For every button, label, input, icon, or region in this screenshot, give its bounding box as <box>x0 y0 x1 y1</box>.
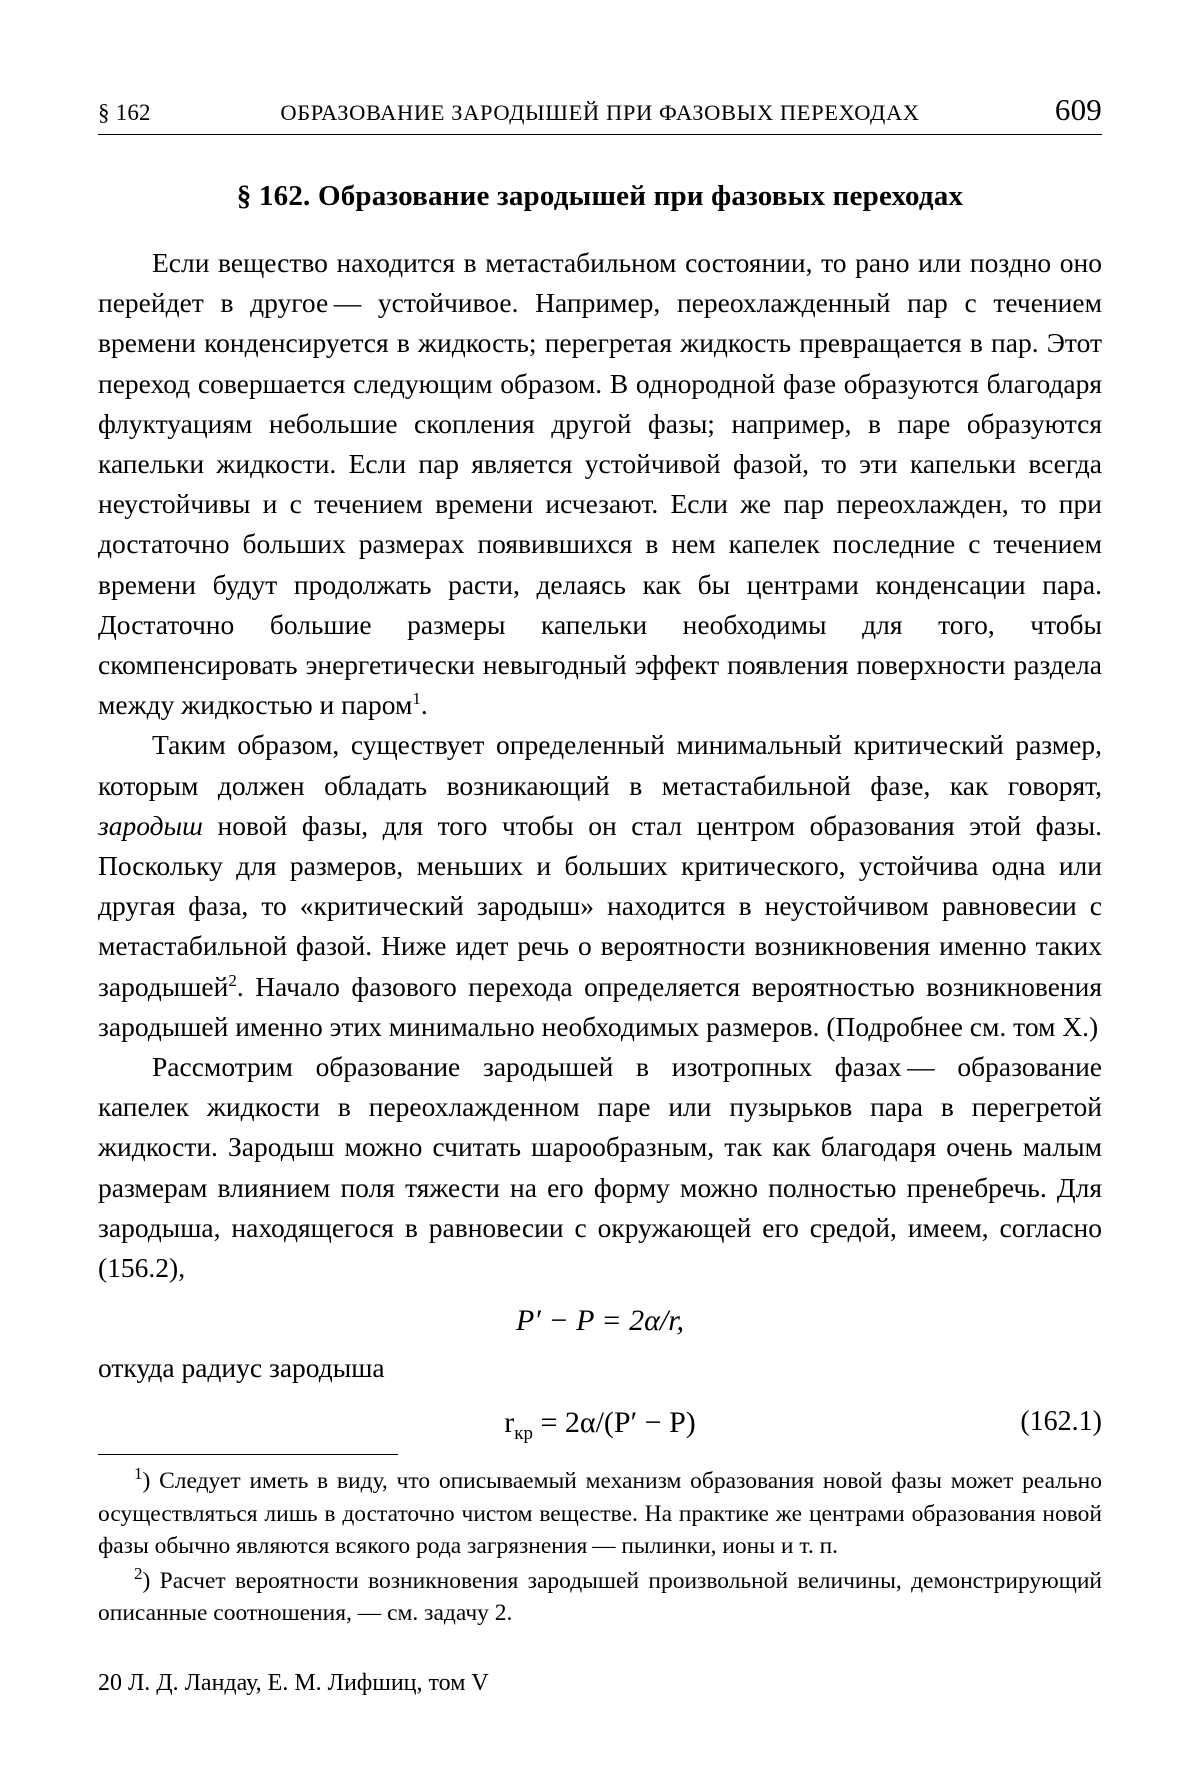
page-title: § 162. Образование зародышей при фазовых переходах <box>236 180 964 212</box>
footnote-2-marker: 2 <box>134 1564 143 1584</box>
footnote-ref-1[interactable]: 1 <box>412 689 421 709</box>
formula-pressure-difference <box>98 1304 1102 1338</box>
formula-critical-radius-symbol: r <box>504 1406 515 1440</box>
footnote-1-marker: 1 <box>134 1464 143 1484</box>
formula-pressure-difference-text: P′ − P = 2α/r, <box>515 1304 685 1338</box>
running-head <box>98 92 1102 128</box>
formula-critical-radius-rest: = 2α/(P′ − P) <box>532 1406 696 1440</box>
equation-number: (162.1) <box>1020 1406 1102 1438</box>
running-head-title: ОБРАЗОВАНИЕ ЗАРОДЫШЕЙ ПРИ ФАЗОВЫХ ПЕРЕХОДАХ <box>280 100 920 125</box>
paragraph-4: откуда радиус зародыша <box>98 1352 385 1384</box>
footnote-rule <box>98 1454 398 1455</box>
footnote-ref-2[interactable]: 2 <box>228 970 237 990</box>
paragraph-1 <box>98 243 1102 725</box>
colophon: 20 Л. Д. Ландау, Е. М. Лифшиц, том V <box>98 1669 489 1696</box>
header-rule <box>98 134 1102 135</box>
paragraph-2 <box>98 725 1102 1047</box>
paragraph-2-middle: новой фазы, для того чтобы он стал центром образования этой фазы. Поскольку для размеров, меньших и больших критического, устойчива одна или другая фаза, то «критический зародыш» находится в неустойчивом равновесии с метастабильной фазой. Ниже идет речь о вероятности возникновения именно таких зародышей <box>98 809 1102 1002</box>
formula-critical-radius <box>98 1406 1102 1445</box>
page-content <box>98 92 1102 1697</box>
page-number: 609 <box>1054 92 1102 127</box>
paragraph-1-text: Если вещество находится в метастабильном состоянии, то рано или поздно оно перейдет в другое — устойчивое. Например, переохлажденный пар с течением времени конденсируется в жидкость; перегретая жидкость превращается в пар. Этот переход совершается следующим образом. В однородной фазе образуются благодаря флуктуациям небольшие скопления другой фазы; например, в паре образуются капельки жидкости. Если пар является устойчивой фазой, то эти капельки всегда неустойчивы и с течением времени исчезают. Если же пар переохлажден, то при достаточно больших размерах появившихся в нем капелек последние с течением времени будут продолжать расти, делаясь как бы центрами конденсации пара. Достаточно большие размеры капельки необходимы для того, чтобы скомпенсировать энергетически невыгодный эффект появления поверхности раздела между жидкостью и паром <box>98 247 1102 721</box>
term-emphasis: зародыш <box>98 809 203 841</box>
running-head-section: § 162 <box>98 100 151 125</box>
paragraph-1-tail: . <box>420 689 428 721</box>
formula-critical-radius-subscript: кр <box>514 1423 533 1445</box>
footnote-1 <box>98 1465 1102 1563</box>
paragraph-2-tail: . Начало фазового перехода определяется вероятностью возникновения зародышей именно этих минимально необходимых размеров. (Подробнее см. том X.) <box>98 970 1102 1042</box>
paragraph-3: Рассмотрим образование зародышей в изотропных фазах — образование капелек жидкости в переохлажденном паре или пузырьков пара в перегретой жидкости. Зародыш можно считать шарообразным, так как благодаря очень малым размерам влиянием поля тяжести на его форму можно полностью пренебречь. Для зародыша, находящегося в равновесии с окружающей его средой, имеем, согласно (156.2), <box>98 1051 1102 1284</box>
footnote-2 <box>98 1565 1102 1630</box>
footnote-1-text: ) Следует иметь в виду, что описываемый механизм образования новой фазы может реально осуществляться лишь в достаточно чистом веществе. На практике же центрами образования новой фазы обычно являются всякого рода загрязнения — пылинки, ионы и т. п. <box>98 1468 1102 1560</box>
footnote-2-text: ) Расчет вероятности возникновения зародышей произвольной величины, демонстрирующий описанные соотношения, — см. задачу 2. <box>98 1567 1102 1627</box>
paragraph-2-lead: Таким образом, существует определенный минимальный критический размер, которым должен обладать возникающий в метастабильной фазе, как говорят, <box>98 729 1102 801</box>
